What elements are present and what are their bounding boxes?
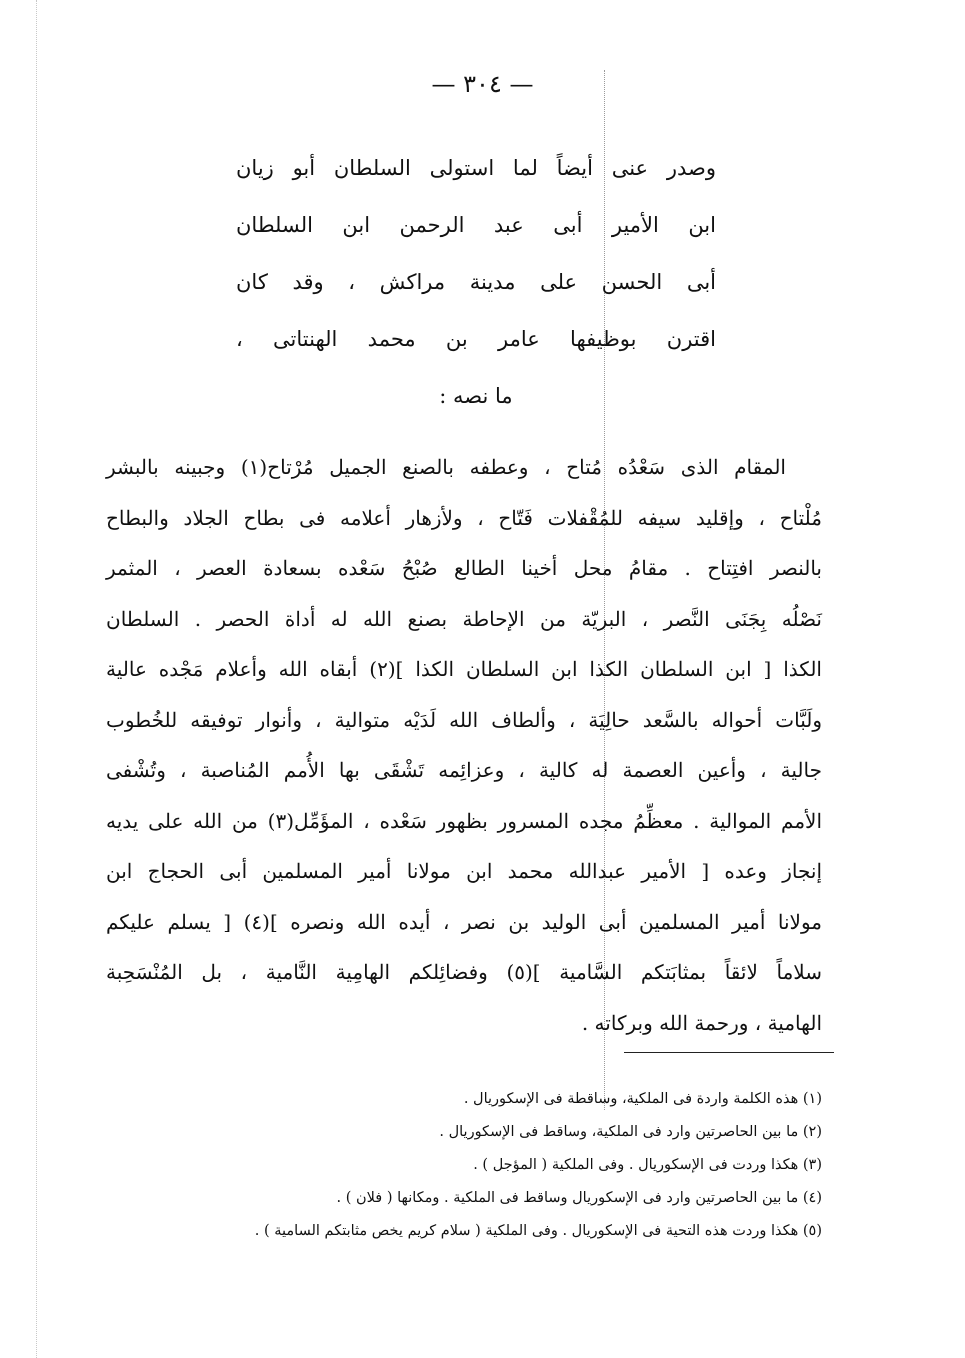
body-line: جالية ، وأعين العصمة له كالية ، وعزائِمه تَشْقَى بها الأُمم المُناصبة ، وتُشْفى: [106, 758, 822, 782]
intro-line: ما نصه :: [439, 384, 513, 408]
footnotes: [120, 1083, 822, 1248]
intro-line: وصدر عنى أيضاً لما استولى السلطان أبو زيان: [236, 156, 716, 180]
body-line: ولَبَّات أحواله بالسَّعد حالِيَة ، وألطاف الله لَدَيْه متوالية ، وأنوار توفيقه للخُطوب: [106, 707, 822, 732]
scan-edge-line: [36, 0, 37, 1358]
body-line: مُلْتاح ، وإقليد سيفه للمُقْفلات فَتّاح ، ولأزهار أعلامه فى بطاح الجلاد والبطاح: [106, 505, 822, 530]
letter-body: [106, 442, 822, 1048]
intro-line: أبى الحسن على مدينة مراكش ، وقد كان: [236, 270, 716, 294]
body-line: سلاماً لائقاً بمثابَتكم السَّامية ](٥) وفضائِلكم الهامِية النَّامية ، بل المُنْسَحِبة: [106, 960, 822, 984]
footnote-1: (١) هذه الكلمة واردة فى الملكية، وساقطة فى الإسكوريال .: [463, 1091, 822, 1107]
footnote-3: (٣) هكذا وردت فى الإسكوريال . وفى الملكية ( المؤجل ) .: [473, 1157, 822, 1173]
page-number: — ٣٠٤ —: [431, 70, 534, 98]
footnote-5: (٥) هكذا وردت هذه التحية فى الإسكوريال . وفى الملكية ( سلام كريم يخص مثابتكم السامية ) .: [254, 1223, 822, 1239]
footnote-2: (٢) ما بين الحاصرتين وارد فى الملكية، وساقط فى الإسكوريال .: [439, 1124, 822, 1140]
body-line: مولانا أمير المسلمين أبى الوليد بن نصر ، أيده الله ونصره ](٤) [ يسلم عليكم: [106, 909, 822, 934]
body-line: المقام الذى سَعْدُه مُتاح ، وعطفه بالصنع الجميل مُرْتاح(١) وجبينه بالبشر: [106, 455, 786, 479]
body-line: الكذا [ ابن السلطان الكذا ابن السلطان الكذا ](٢) أبقاه الله وأعلام مَجْده عالية: [106, 657, 822, 681]
intro-line: ابن الأمير أبى عبد الرحمن ابن السلطان: [236, 213, 716, 237]
body-line: إنجاز وعده [ الأمير عبدالله محمد ابن مولانا أمير المسلمين أبى الحجاج ابن: [106, 859, 822, 883]
intro-paragraph: [236, 140, 716, 425]
body-line: نَصْلُه بِجَنَى النَّصر ، البريّة من الإحاطة بصنع الله له أداة الحصر . السلطان: [106, 606, 822, 631]
footnote-separator: [624, 1052, 834, 1053]
intro-line: اقترن بوظيفها عامر بن محمد الهنتاتى ،: [236, 327, 716, 351]
body-line: الهامية ، ورحمة الله وبركاته .: [581, 1010, 822, 1035]
body-line: الأمم الموالية . معظِّمُ مجده المسرور بظهور سَعْده ، المؤَمِّل(٣) من الله على يديه: [106, 808, 823, 833]
footnote-4: (٤) ما بين الحاصرتين وارد فى الإسكوريال وساقط فى الملكية . ومكانها ( فلان ) .: [336, 1190, 822, 1206]
body-line: بالنصر افتِتاح . مقامُ محل أخينا الطالع صُبْحُ سَعْده بسعادة العصر ، المثمر: [106, 556, 822, 580]
